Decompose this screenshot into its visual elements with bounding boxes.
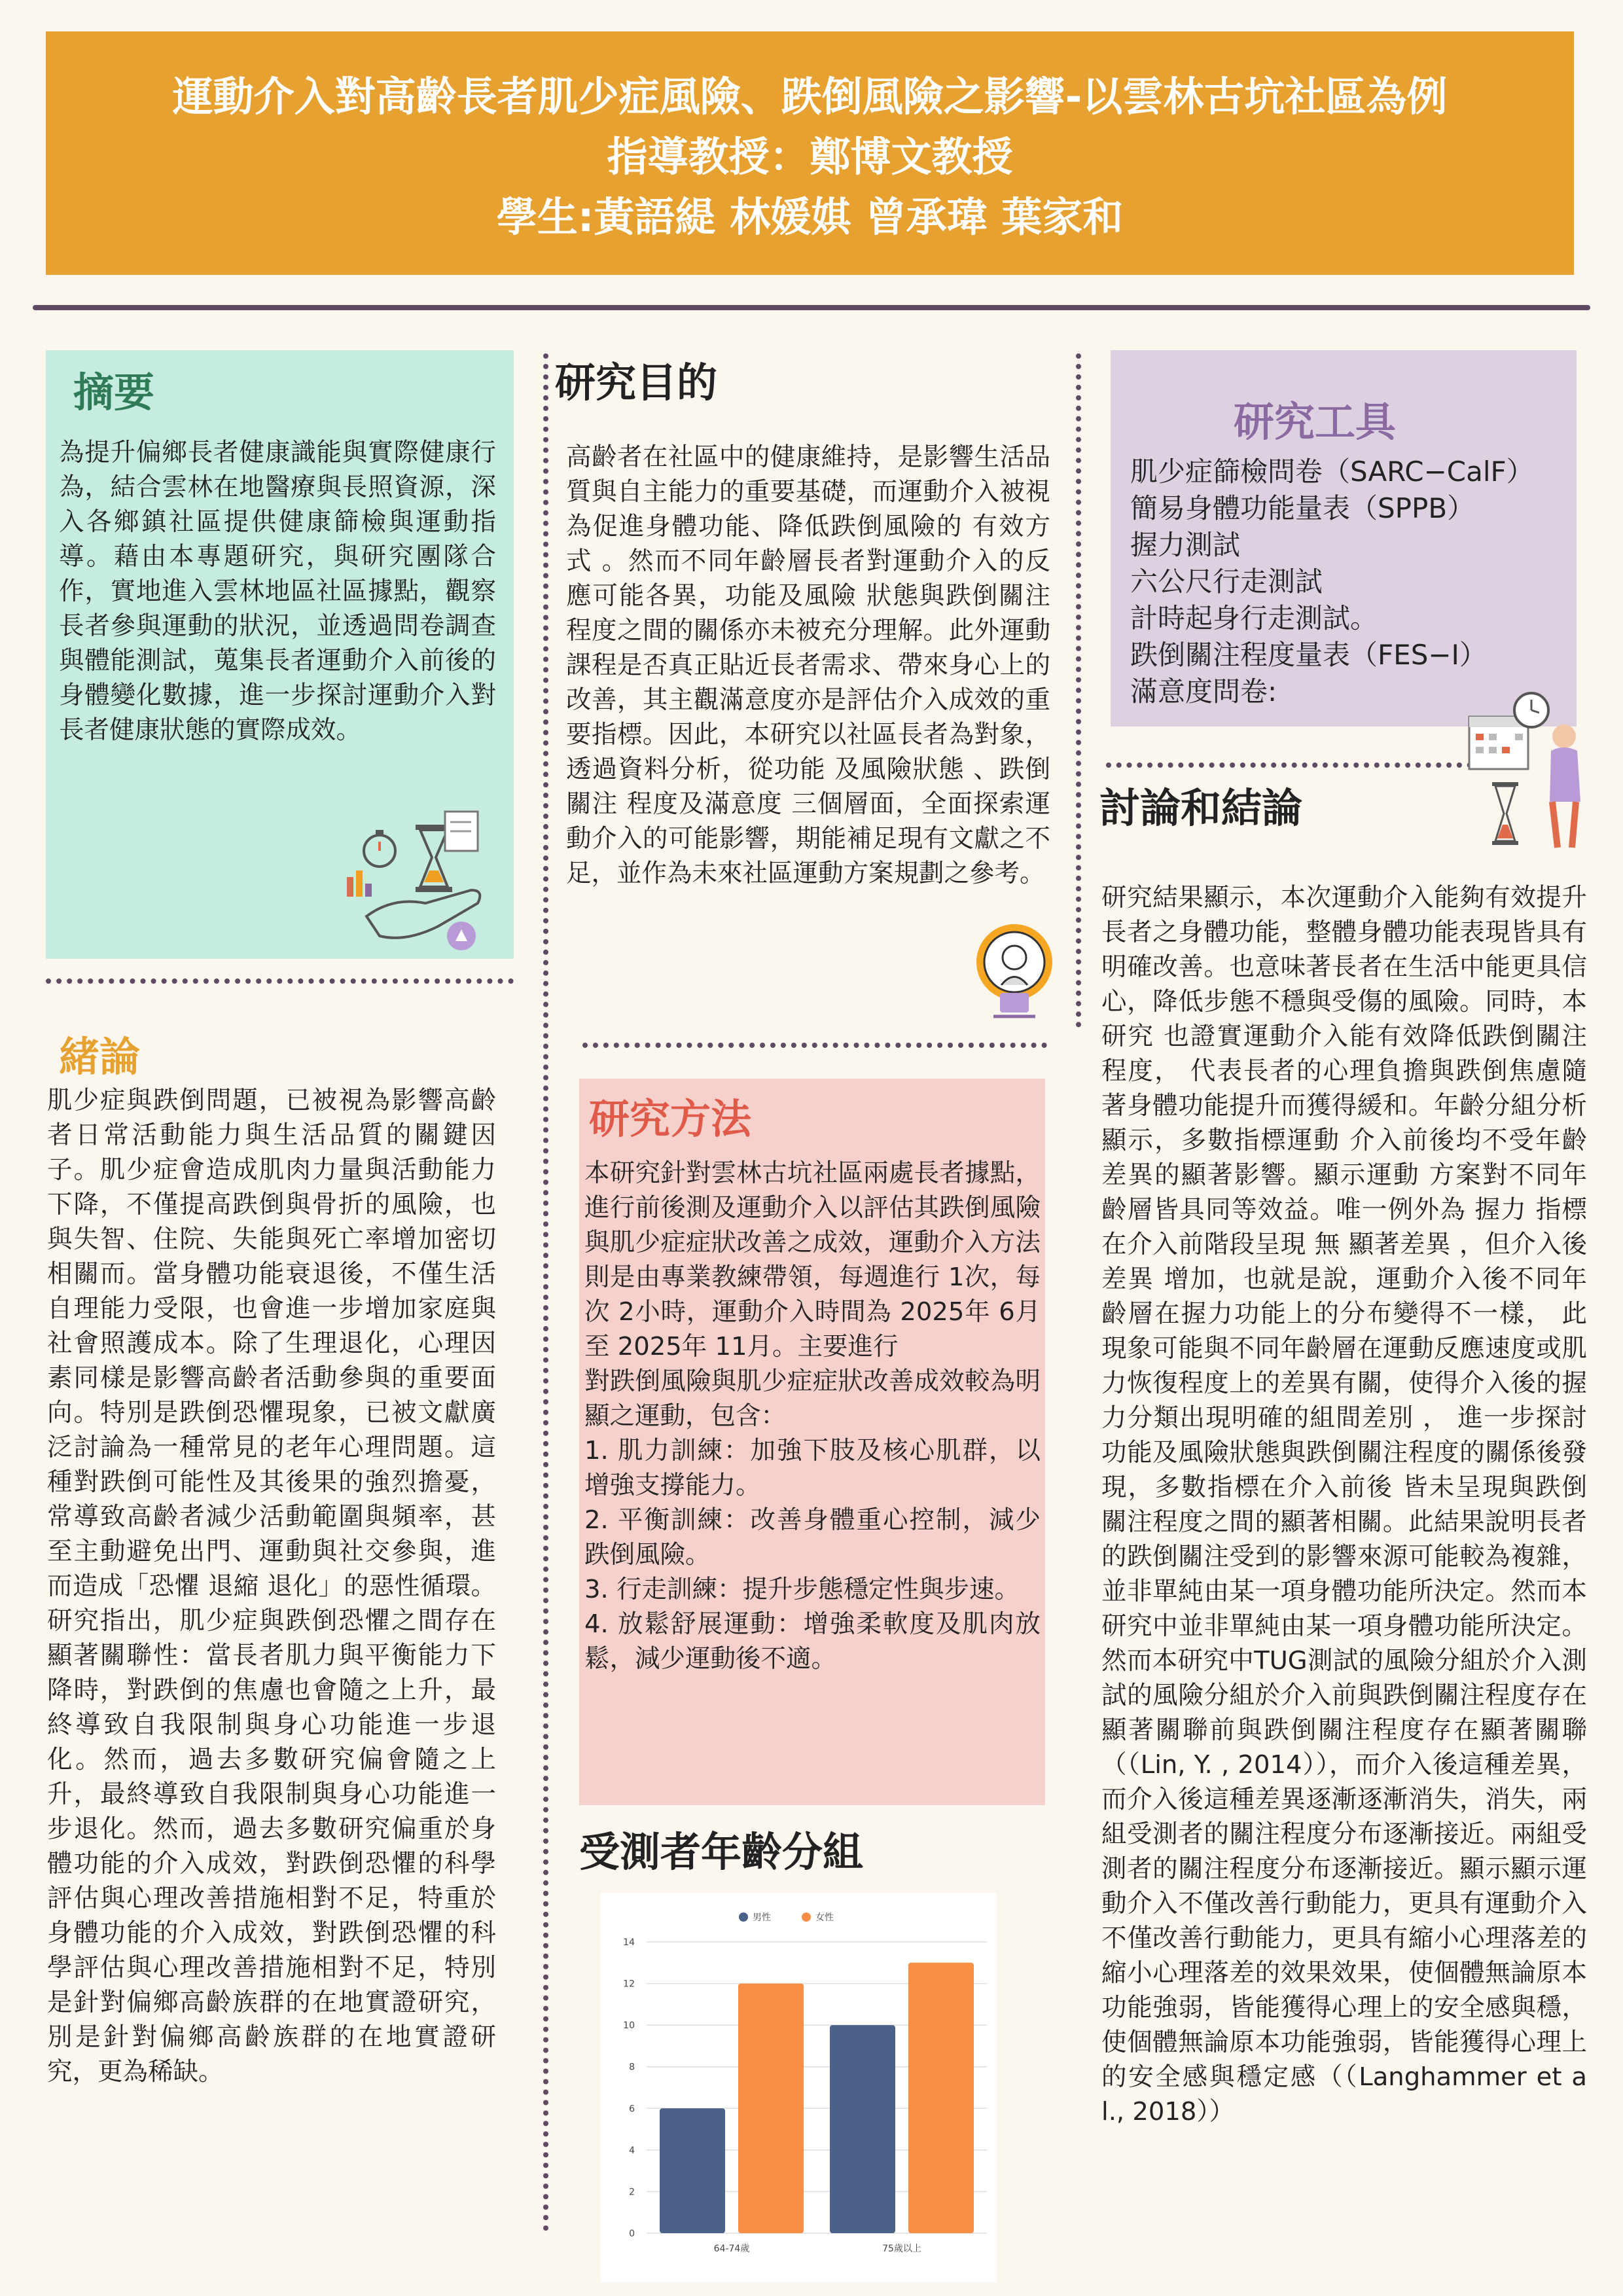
chart-legend-swatch: [739, 1912, 748, 1922]
purpose-text: 高齡者在社區中的健康維持，是影響生活品質與自主能力的重要基礎，而運動介入被視為促進身體功能、降低跌倒風險的 有效方式 。然而不同年齡層長者對運動介入的反應可能各異，功能及風險 狀態與跌倒關注程度之間的關係亦未被充分理解。此外運動課程是否真正貼近長者需求、帶來身心上的改善，其主觀滿意度亦是評估介入成效的重要指標。因此，本研究以社區長者為對象，透過資料分析，從功能 及風險狀態 、跌倒關注 程度及滿意度 三個層面，全面探索運動介入的可能影響，期能補足現有文獻之不足，並作為未來社區運動方案規劃之參考。: [566, 442, 1050, 888]
section-divider-discussion: [1106, 762, 1472, 768]
column-divider-left: [543, 353, 548, 2232]
age-group-chart: [601, 1893, 996, 2282]
chart-y-tick: 4: [629, 2145, 635, 2156]
abstract-text: 為提升偏鄉長者健康識能與實際健康行為，結合雲林在地醫療與長照資源，深入各鄉鎮社區提供健康篩檢與運動指導。藉由本專題研究，與研究團隊合作，實地進入雲林地區社區據點，觀察長者參與運動的狀況，並透過問卷調查與體能測試，蒐集長者運動介入前後的身體變化數據，進一步探討運動介入對長者健康狀態的實際成效。: [59, 438, 496, 745]
students-line: 學生:黃語緹 林媛娸 曾承瑋 葉家和: [496, 193, 1124, 241]
poster-title: 運動介入對高齡長者肌少症風險、跌倒風險之影響-以雲林古坑社區為例: [172, 73, 1448, 120]
calendar-woman-icon: [1466, 691, 1597, 854]
methods-list-item: 4. 放鬆舒展運動：增強柔軟度及肌肉放鬆，減少運動後不適。: [584, 1609, 1041, 1674]
advisor-line: 指導教授：鄭博文教授: [607, 133, 1013, 181]
methods-list-item: 1. 肌力訓練：加強下肢及核心肌群，以增強支撐能力。: [584, 1436, 1041, 1500]
chart-y-tick: 10: [623, 2020, 635, 2032]
chart-y-axis: [623, 1937, 635, 2239]
column-divider-right: [1076, 353, 1081, 1028]
chart-y-tick: 2: [629, 2187, 635, 2198]
methods-list-item: 3. 行走訓練：提升步態穩定性與步速。: [584, 1575, 1020, 1604]
chart-y-tick: 14: [623, 1937, 635, 1948]
tools-item: 跌倒關注程度量表（FES−I）: [1130, 639, 1487, 671]
intro-heading: 緒論: [59, 1033, 141, 1081]
tools-item: 肌少症篩檢問卷（SARC−CalF）: [1130, 456, 1534, 488]
methods-heading: 研究方法: [589, 1095, 752, 1143]
methods-text: [584, 1156, 1041, 1676]
chart-y-tick: 6: [629, 2104, 635, 2115]
tools-item: 簡易身體功能量表（SPPB）: [1130, 492, 1475, 524]
poster-header: [46, 31, 1574, 275]
chart-bar: [660, 2108, 725, 2233]
chart-legend-swatch: [802, 1912, 811, 1922]
chart-x-axis: [714, 2243, 921, 2254]
discussion-heading: 討論和結論: [1099, 784, 1303, 832]
chart-y-tick: 0: [629, 2229, 635, 2239]
hourglass-hand-icon: [340, 805, 504, 956]
chart-legend: [739, 1912, 834, 1923]
age-groups-heading: 受測者年齡分組: [579, 1828, 864, 1876]
tools-item: 六公尺行走測試: [1130, 565, 1323, 598]
header-divider: [33, 305, 1590, 310]
intro-text: 肌少症與跌倒問題，已被視為影響高齡者日常活動能力與生活品質的關鍵因子。肌少症會造成肌肉力量與活動能力下降，不僅提高跌倒與骨折的風險，也與失智、住院、失能與死亡率增加密切相關而。當身體功能衰退後，不僅生活自理能力受限，也會進一步增加家庭與社會照護成本。除了生理退化，心理因素同樣是影響高齡者活動參與的重要面向。特別是跌倒恐懼現象，已被文獻廣泛討論為一種常見的老年心理問題。這種對跌倒可能性及其後果的強烈擔憂，常導致高齡者減少活動範圍與頻率，甚至主動避免出門、運動與社交參與，進而造成「恐懼 退縮 退化」的惡性循環。 研究指出，肌少症與跌倒恐懼之間存在顯著關聯性：當長者肌力與平衡能力下降時，對跌倒的焦慮也會隨之上升，最終導致自我限制與身心功能進一步退化。然而，過去多數研究偏會隨之上升，最終導致自我限制與身心功能進一步退化。然而，過去多數研究偏重於身體功能的介入成效，對跌倒恐懼的科學評估與心理改善措施相對不足，特重於身體功能的介入成效，對跌倒恐懼的科學評估與心理改善措施相對不足，特別是針對偏鄉高齡族群的在地實證研究，別是針對偏鄉高齡族群的在地實證研究，更為稀缺。: [47, 1086, 496, 2087]
chart-bar: [908, 1963, 974, 2233]
tools-item: 握力測試: [1130, 529, 1241, 561]
chart-legend-label: 女性: [815, 1912, 834, 1923]
chart-x-tick: 64-74歲: [713, 2244, 750, 2254]
elderly-clock-icon: [962, 920, 1067, 1024]
tools-list: [1130, 454, 1534, 710]
abstract-heading: 摘要: [73, 368, 155, 416]
methods-paragraph: 對跌倒風險與肌少症症狀改善成效較為明顯之運動，包含：: [584, 1367, 1041, 1431]
tools-heading: 研究工具: [1234, 398, 1397, 446]
tools-item: 滿意度問卷:: [1130, 675, 1277, 708]
chart-bar: [738, 1984, 804, 2233]
chart-y-tick: 12: [623, 1979, 635, 1990]
discussion-text: 研究結果顯示，本次運動介入能夠有效提升長者之身體功能，整體身體功能表現皆具有明確改善。也意味著長者在生活中能更具信心，降低步態不穩與受傷的風險。同時，本研究 也證實運動介入能有效降低跌倒關注程度， 代表長者的心理負擔與跌倒焦慮隨著身體功能提升而獲得緩和。年齡分組分析顯示，多數指標運動 介入前後均不受年齡差異的顯著影響。顯示運動 方案對不同年齡層皆具同等效益。唯一例外為 握力 指標在介入前階段呈現 無 顯著差異 ，但介入後差異 增加，也就是說，運動介入後不同年齡層在握力功能上的分布變得不一樣， 此現象可能與不同年齡層在運動反應速度或肌力恢復程度上的差異有關，使得介入後的握力分類出現明確的組間差別 ， 進一步探討功能及風險狀態與跌倒關注程度的關係後發現，多數指標在介入前後 皆未呈現與跌倒關注程度之間的顯著相關。此結果說明長者的跌倒關注受到的影響來源可能較為複雜，並非單純由某一項身體功能所決定。然而本研究中並非單純由某一項身體功能所決定。然而本研究中TUG測試的風險分組於介入測試的風險分組於介入前與跌倒關注程度存在顯著關聯前與跌倒關注程度存在顯著關聯（（Lin, Y. , 2014）），而介入後這種差異，而介入後這種差異逐漸逐漸消失，消失，兩組受測者的關注程度分布逐漸接近。兩組受測者的關注程度分布逐漸接近。顯示顯示運動介入不僅改善行動能力，更具有運動介入不僅改善行動能力，更具有縮小心理落差的縮小心理落差的效果效果，使個體無論原本功能強弱，皆能獲得心理上的安全感與穩，使個體無論原本功能強弱，皆能獲得心理上的安全感與穩定感（（Langhammer et al., 2018））: [1101, 883, 1587, 2126]
section-divider-methods: [582, 1043, 1047, 1048]
methods-list-item: 2. 平衡訓練：改善身體重心控制，減少跌倒風險。: [584, 1505, 1041, 1570]
section-divider-intro: [46, 978, 514, 984]
purpose-heading: 研究目的: [555, 359, 718, 406]
chart-bar: [830, 2025, 895, 2233]
tools-item: 計時起身行走測試。: [1130, 602, 1378, 634]
methods-paragraph: 本研究針對雲林古坑社區兩處長者據點，進行前後測及運動介入以評估其跌倒風險與肌少症症狀改善之成效，運動介入方法則是由專業教練帶領，每週進行 1次，每次 2小時，運動介入時間為 2025年 6月至 2025年 11月。主要進行: [584, 1158, 1041, 1361]
chart-legend-label: 男性: [753, 1912, 771, 1923]
chart-bars: [660, 1963, 974, 2233]
chart-x-tick: 75歲以上: [882, 2244, 921, 2254]
chart-y-tick: 8: [629, 2062, 635, 2073]
